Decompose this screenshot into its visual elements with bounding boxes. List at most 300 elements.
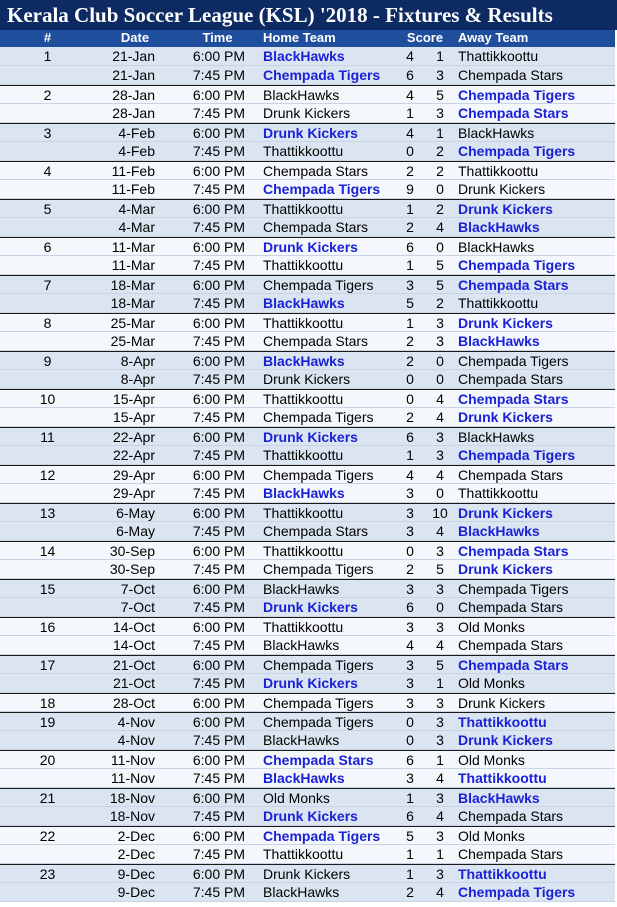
match-number: 16: [39, 619, 56, 635]
away-team: Chempada Stars: [458, 543, 569, 559]
away-score: 0: [436, 599, 444, 615]
match-date: 6-May: [116, 505, 155, 521]
match-date: 30-Sep: [109, 561, 155, 577]
home-team: Thattikkoottu: [263, 846, 344, 862]
home-team: Chempada Tigers: [263, 67, 381, 83]
home-team: Thattikkoottu: [263, 315, 344, 331]
match-time: 6:00 PM: [192, 201, 245, 217]
table-row: [0, 332, 617, 351]
match-time: 6:00 PM: [192, 315, 245, 331]
home-score: 3: [406, 695, 414, 711]
home-score: 1: [406, 257, 414, 273]
match-time: 7:45 PM: [192, 732, 245, 748]
table-row: [0, 541, 617, 560]
match-time: 6:00 PM: [192, 391, 245, 407]
match-number: 9: [43, 353, 52, 369]
match-number: 22: [39, 828, 56, 844]
away-score: 1: [436, 752, 444, 768]
home-team: Chempada Stars: [263, 523, 369, 539]
away-team: Drunk Kickers: [458, 181, 546, 197]
home-score: 2: [406, 409, 414, 425]
table-row: [0, 598, 617, 617]
away-score: 4: [436, 391, 444, 407]
home-team: BlackHawks: [263, 770, 345, 786]
match-date: 7-Oct: [120, 599, 155, 615]
match-date: 15-Apr: [112, 409, 155, 425]
match-date: 21-Jan: [112, 48, 155, 64]
match-date: 22-Apr: [112, 447, 155, 463]
home-score: 3: [406, 657, 414, 673]
table-row: [0, 807, 617, 826]
away-score: 3: [436, 105, 444, 121]
header-date: Date: [120, 30, 150, 45]
match-date: 8-Apr: [120, 371, 155, 387]
match-time: 7:45 PM: [192, 105, 245, 121]
match-date: 21-Oct: [112, 675, 155, 691]
match-date: 11-Nov: [110, 770, 155, 786]
home-score: 3: [406, 770, 414, 786]
away-score: 0: [436, 485, 444, 501]
away-score: 0: [436, 353, 444, 369]
home-score: 4: [406, 125, 414, 141]
away-team: Drunk Kickers: [458, 732, 553, 748]
match-number: 20: [39, 752, 56, 768]
home-team: Drunk Kickers: [263, 808, 358, 824]
away-score: 4: [436, 219, 444, 235]
match-time: 7:45 PM: [192, 143, 245, 159]
home-score: 3: [406, 675, 414, 691]
home-score: 2: [406, 333, 414, 349]
match-number: 4: [43, 163, 52, 179]
match-number: 15: [39, 581, 56, 597]
away-score: 1: [436, 675, 444, 691]
away-score: 2: [436, 201, 444, 217]
page-title: Kerala Club Soccer League (KSL) '2018 - Fixtures & Results: [0, 0, 617, 30]
table-row: [0, 503, 617, 522]
home-score: 4: [406, 637, 414, 653]
away-score: 4: [436, 884, 444, 900]
match-date: 28-Oct: [112, 695, 155, 711]
away-score: 3: [436, 447, 444, 463]
match-date: 30-Sep: [109, 543, 155, 559]
table-row: [0, 883, 617, 902]
away-score: 5: [436, 87, 444, 103]
home-team: BlackHawks: [263, 87, 340, 103]
home-team: Thattikkoottu: [263, 447, 344, 463]
match-date: 4-Feb: [118, 125, 155, 141]
home-team: Chempada Stars: [263, 163, 369, 179]
away-team: BlackHawks: [458, 790, 540, 806]
table-row: [0, 788, 617, 807]
away-team: Drunk Kickers: [458, 505, 553, 521]
home-team: Chempada Stars: [263, 752, 374, 768]
away-team: Thattikkoottu: [458, 770, 547, 786]
table-row: [0, 750, 617, 769]
match-number: 17: [39, 657, 56, 673]
home-team: BlackHawks: [263, 295, 345, 311]
match-date: 7-Oct: [120, 581, 155, 597]
home-score: 6: [406, 429, 414, 445]
home-score: 4: [406, 467, 414, 483]
away-team: Chempada Tigers: [458, 353, 569, 369]
match-time: 6:00 PM: [192, 828, 245, 844]
match-time: 7:45 PM: [192, 371, 245, 387]
table-row: [0, 864, 617, 883]
home-score: 2: [406, 163, 414, 179]
away-team: Drunk Kickers: [458, 561, 553, 577]
match-time: 7:45 PM: [192, 884, 245, 900]
match-time: 7:45 PM: [192, 846, 245, 862]
match-date: 4-Nov: [117, 732, 155, 748]
table-row: [0, 161, 617, 180]
match-time: 6:00 PM: [192, 429, 245, 445]
home-team: Thattikkoottu: [263, 257, 344, 273]
match-time: 6:00 PM: [192, 752, 245, 768]
away-score: 10: [432, 505, 448, 521]
table-row: [0, 218, 617, 237]
home-team: Thattikkoottu: [263, 391, 344, 407]
away-score: 3: [436, 429, 444, 445]
away-team: BlackHawks: [458, 333, 540, 349]
home-team: Chempada Tigers: [263, 277, 374, 293]
match-number: 3: [43, 125, 52, 141]
home-score: 5: [406, 295, 414, 311]
away-score: 4: [436, 808, 444, 824]
home-score: 1: [406, 105, 414, 121]
match-date: 6-May: [116, 523, 155, 539]
match-number: 1: [43, 48, 52, 64]
home-team: Drunk Kickers: [263, 429, 358, 445]
match-time: 6:00 PM: [192, 505, 245, 521]
home-team: Thattikkoottu: [263, 543, 344, 559]
away-team: Chempada Stars: [458, 599, 564, 615]
home-team: BlackHawks: [263, 485, 345, 501]
away-score: 3: [436, 714, 444, 730]
match-date: 28-Jan: [112, 87, 155, 103]
match-date: 18-Mar: [110, 277, 155, 293]
home-team: Chempada Tigers: [263, 657, 374, 673]
match-date: 15-Apr: [112, 391, 155, 407]
home-score: 0: [406, 543, 414, 559]
match-date: 11-Mar: [111, 257, 155, 273]
match-time: 7:45 PM: [192, 637, 245, 653]
away-score: 4: [436, 523, 444, 539]
away-team: Thattikkoottu: [458, 866, 547, 882]
match-time: 7:45 PM: [192, 295, 245, 311]
match-time: 7:45 PM: [192, 599, 245, 615]
table-row: [0, 104, 617, 123]
table-row: [0, 123, 617, 142]
home-score: 3: [406, 485, 414, 501]
match-number: 18: [39, 695, 56, 711]
away-score: 2: [436, 295, 444, 311]
home-score: 3: [406, 523, 414, 539]
table-row: [0, 731, 617, 750]
home-score: 2: [406, 561, 414, 577]
away-score: 1: [436, 48, 444, 64]
match-date: 25-Mar: [110, 333, 155, 349]
match-time: 6:00 PM: [192, 790, 245, 806]
match-time: 6:00 PM: [192, 125, 245, 141]
match-time: 6:00 PM: [192, 619, 245, 635]
table-row: [0, 579, 617, 598]
home-score: 4: [406, 87, 414, 103]
away-team: Drunk Kickers: [458, 201, 553, 217]
home-team: Drunk Kickers: [263, 105, 351, 121]
home-team: Chempada Stars: [263, 333, 369, 349]
match-number: 6: [43, 239, 52, 255]
home-score: 3: [406, 619, 414, 635]
match-number: 2: [43, 87, 52, 103]
table-row: [0, 465, 617, 484]
away-team: Chempada Stars: [458, 657, 569, 673]
table-row: [0, 199, 617, 218]
match-time: 7:45 PM: [192, 675, 245, 691]
away-score: 5: [436, 561, 444, 577]
match-date: 21-Oct: [112, 657, 155, 673]
away-team: Chempada Tigers: [458, 257, 576, 273]
home-score: 0: [406, 143, 414, 159]
match-time: 7:45 PM: [192, 561, 245, 577]
home-team: Drunk Kickers: [263, 239, 358, 255]
home-score: 1: [406, 447, 414, 463]
home-team: Drunk Kickers: [263, 675, 358, 691]
away-score: 4: [436, 409, 444, 425]
table-row: [0, 712, 617, 731]
away-team: Thattikkoottu: [458, 48, 539, 64]
match-number: 19: [39, 714, 56, 730]
away-team: Chempada Tigers: [458, 447, 576, 463]
match-time: 6:00 PM: [192, 467, 245, 483]
home-score: 1: [406, 201, 414, 217]
header-score: Score: [406, 30, 444, 45]
away-score: 4: [436, 637, 444, 653]
match-date: 29-Apr: [112, 485, 155, 501]
header-away-team: Away Team: [458, 30, 529, 45]
away-score: 4: [436, 467, 444, 483]
away-team: Drunk Kickers: [458, 695, 546, 711]
match-date: 11-Mar: [111, 239, 155, 255]
away-score: 3: [436, 790, 444, 806]
match-date: 9-Dec: [117, 884, 155, 900]
match-time: 7:45 PM: [192, 770, 245, 786]
away-score: 4: [436, 770, 444, 786]
away-score: 5: [436, 657, 444, 673]
table-row: [0, 85, 617, 104]
match-number: 7: [43, 277, 52, 293]
away-team: BlackHawks: [458, 523, 540, 539]
home-team: Drunk Kickers: [263, 125, 358, 141]
match-time: 7:45 PM: [192, 808, 245, 824]
away-team: Chempada Stars: [458, 846, 564, 862]
match-date: 22-Apr: [112, 429, 155, 445]
home-score: 0: [406, 732, 414, 748]
away-score: 3: [436, 866, 444, 882]
table-row: [0, 351, 617, 370]
home-score: 3: [406, 505, 414, 521]
home-score: 0: [406, 714, 414, 730]
away-team: Thattikkoottu: [458, 485, 539, 501]
header-time: Time: [202, 30, 233, 45]
away-team: Old Monks: [458, 828, 525, 844]
match-date: 28-Jan: [112, 105, 155, 121]
table-row: [0, 47, 617, 66]
home-score: 6: [406, 808, 414, 824]
match-number: 13: [39, 505, 56, 521]
home-score: 6: [406, 67, 414, 83]
away-score: 3: [436, 619, 444, 635]
match-time: 6:00 PM: [192, 48, 245, 64]
away-score: 3: [436, 695, 444, 711]
away-team: BlackHawks: [458, 239, 535, 255]
match-number: 12: [39, 467, 56, 483]
away-team: Chempada Tigers: [458, 143, 576, 159]
away-team: Chempada Stars: [458, 637, 564, 653]
match-date: 4-Mar: [118, 219, 155, 235]
home-team: BlackHawks: [263, 637, 340, 653]
home-score: 0: [406, 371, 414, 387]
away-team: Chempada Stars: [458, 277, 569, 293]
away-score: 3: [436, 67, 444, 83]
away-team: Chempada Tigers: [458, 884, 576, 900]
table-row: [0, 313, 617, 332]
table-row: [0, 845, 617, 864]
home-team: BlackHawks: [263, 884, 340, 900]
away-team: BlackHawks: [458, 429, 535, 445]
match-time: 7:45 PM: [192, 447, 245, 463]
away-score: 1: [436, 846, 444, 862]
home-team: BlackHawks: [263, 353, 345, 369]
table-row: [0, 446, 617, 465]
home-team: BlackHawks: [263, 48, 345, 64]
table-row: [0, 484, 617, 503]
away-score: 3: [436, 828, 444, 844]
match-time: 7:45 PM: [192, 333, 245, 349]
match-date: 14-Oct: [112, 637, 155, 653]
table-row: [0, 826, 617, 845]
match-date: 8-Apr: [120, 353, 155, 369]
home-team: Chempada Tigers: [263, 409, 374, 425]
table-row: [0, 180, 617, 199]
home-score: 9: [406, 181, 414, 197]
away-team: BlackHawks: [458, 125, 535, 141]
home-team: Chempada Tigers: [263, 714, 374, 730]
match-time: 7:45 PM: [192, 67, 245, 83]
home-team: Old Monks: [263, 790, 330, 806]
table-header: [0, 30, 617, 47]
table-row: [0, 370, 617, 389]
home-score: 4: [406, 48, 414, 64]
away-score: 3: [436, 315, 444, 331]
home-team: Thattikkoottu: [263, 143, 344, 159]
away-team: Chempada Stars: [458, 391, 569, 407]
away-score: 0: [436, 371, 444, 387]
away-team: Old Monks: [458, 752, 525, 768]
away-score: 3: [436, 543, 444, 559]
away-team: Chempada Stars: [458, 105, 569, 121]
away-score: 3: [436, 333, 444, 349]
away-team: Chempada Stars: [458, 467, 564, 483]
away-team: Chempada Tigers: [458, 581, 569, 597]
match-time: 7:45 PM: [192, 219, 245, 235]
match-date: 2-Dec: [117, 828, 155, 844]
match-time: 6:00 PM: [192, 163, 245, 179]
home-score: 0: [406, 391, 414, 407]
away-team: Thattikkoottu: [458, 714, 547, 730]
home-team: Drunk Kickers: [263, 599, 358, 615]
match-date: 11-Feb: [111, 181, 155, 197]
header-num: #: [43, 30, 52, 45]
home-score: 6: [406, 599, 414, 615]
table-row: [0, 636, 617, 655]
match-time: 7:45 PM: [192, 485, 245, 501]
home-team: Chempada Tigers: [263, 695, 374, 711]
table-row: [0, 560, 617, 579]
home-team: Chempada Stars: [263, 219, 369, 235]
away-team: BlackHawks: [458, 219, 540, 235]
table-row: [0, 769, 617, 788]
match-number: 11: [40, 429, 55, 445]
header-home-team: Home Team: [263, 30, 336, 45]
table-row: [0, 389, 617, 408]
match-date: 4-Feb: [118, 143, 155, 159]
match-number: 21: [39, 790, 56, 806]
match-date: 4-Mar: [118, 201, 155, 217]
away-score: 0: [436, 239, 444, 255]
match-date: 4-Nov: [117, 714, 155, 730]
home-score: 6: [406, 752, 414, 768]
match-time: 7:45 PM: [192, 181, 245, 197]
match-time: 7:45 PM: [192, 523, 245, 539]
table-row: [0, 693, 617, 712]
match-number: 14: [39, 543, 56, 559]
home-score: 5: [406, 828, 414, 844]
table-row: [0, 522, 617, 541]
table-row: [0, 256, 617, 275]
home-team: Drunk Kickers: [263, 866, 351, 882]
home-score: 2: [406, 219, 414, 235]
home-team: Chempada Tigers: [263, 561, 374, 577]
match-time: 7:45 PM: [192, 409, 245, 425]
match-time: 6:00 PM: [192, 87, 245, 103]
match-date: 11-Feb: [111, 163, 155, 179]
match-date: 21-Jan: [112, 67, 155, 83]
away-score: 3: [436, 732, 444, 748]
away-team: Thattikkoottu: [458, 163, 539, 179]
away-team: Old Monks: [458, 675, 525, 691]
table-row: [0, 427, 617, 446]
home-score: 1: [406, 846, 414, 862]
table-row: [0, 275, 617, 294]
match-number: 23: [39, 866, 56, 882]
home-team: Chempada Tigers: [263, 181, 381, 197]
home-score: 6: [406, 239, 414, 255]
table-row: [0, 237, 617, 256]
match-date: 25-Mar: [110, 315, 155, 331]
table-row: [0, 655, 617, 674]
table-row: [0, 408, 617, 427]
home-score: 3: [406, 581, 414, 597]
match-date: 2-Dec: [117, 846, 155, 862]
away-team: Thattikkoottu: [458, 295, 539, 311]
home-score: 1: [406, 315, 414, 331]
match-time: 6:00 PM: [192, 543, 245, 559]
match-time: 7:45 PM: [192, 257, 245, 273]
home-team: BlackHawks: [263, 732, 340, 748]
match-date: 29-Apr: [112, 467, 155, 483]
match-time: 6:00 PM: [192, 657, 245, 673]
home-team: Thattikkoottu: [263, 201, 344, 217]
